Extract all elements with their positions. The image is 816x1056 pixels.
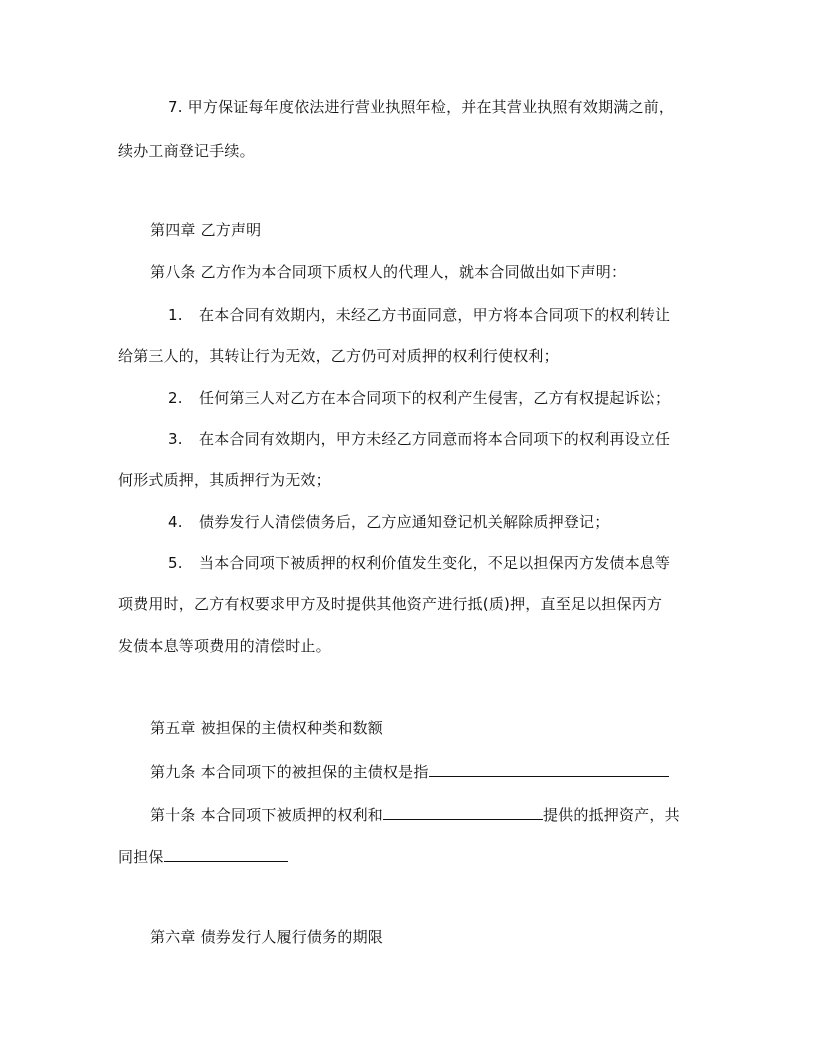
article-10-text-b: 提供的抵押资产，共 — [542, 806, 680, 824]
item-3-line-1: 在本合同有效期内，甲方未经乙方同意而将本合同项下的权利再设立任 — [199, 430, 671, 448]
chapter-5-heading: 第五章 被担保的主债权种类和数额 — [150, 719, 383, 737]
item-1-line-1: 在本合同有效期内，未经乙方书面同意，甲方将本合同项下的权利转让 — [199, 306, 671, 324]
item-3-number: 3. — [168, 430, 183, 448]
chapter-6-heading: 第六章 债券发行人履行债务的期限 — [150, 928, 383, 946]
clause-7-line-1: 7. 甲方保证每年度依法进行营业执照年检，并在其营业执照有效期满之前， — [168, 98, 675, 116]
chapter-4-heading: 第四章 乙方声明 — [150, 221, 262, 239]
item-4-line-1: 债券发行人清偿债务后，乙方应通知登记机关解除质押登记； — [199, 513, 610, 531]
item-5-line-2: 项费用时，乙方有权要求甲方及时提供其他资产进行抵(质)押，直至足以担保丙方 — [118, 595, 663, 613]
item-1-line-2: 给第三人的，其转让行为无效，乙方仍可对质押的权利行使权利； — [118, 347, 559, 365]
article-8-heading: 第八条 乙方作为本合同项下质权人的代理人，就本合同做出如下声明： — [150, 263, 627, 281]
item-2-number: 2. — [168, 389, 183, 407]
item-2-line-1: 任何第三人对乙方在本合同项下的权利产生侵害，乙方有权提起诉讼； — [199, 389, 671, 407]
item-4-number: 4. — [168, 513, 183, 531]
article-9-fill-blank — [429, 760, 669, 777]
article-10-text-a: 第十条 本合同项下被质押的权利和 — [150, 806, 383, 824]
item-5-line-3: 发债本息等项费用的清偿时止。 — [118, 637, 331, 655]
article-9-line — [150, 760, 669, 782]
article-10-fill-blank-1 — [383, 803, 543, 820]
article-10-line-1 — [150, 803, 680, 825]
item-3-line-2: 何形式质押，其质押行为无效； — [118, 471, 331, 489]
article-10-fill-blank-2 — [164, 845, 288, 862]
article-10-text-c: 同担保 — [118, 848, 164, 866]
clause-7-line-2: 续办工商登记手续。 — [118, 142, 255, 160]
item-5-number: 5. — [168, 554, 183, 572]
item-1-number: 1. — [168, 306, 183, 324]
item-5-line-1: 当本合同项下被质押的权利价值发生变化，不足以担保丙方发债本息等 — [199, 554, 671, 572]
article-10-line-2 — [118, 845, 288, 867]
article-9-text: 第九条 本合同项下的被担保的主债权是指 — [150, 763, 429, 781]
